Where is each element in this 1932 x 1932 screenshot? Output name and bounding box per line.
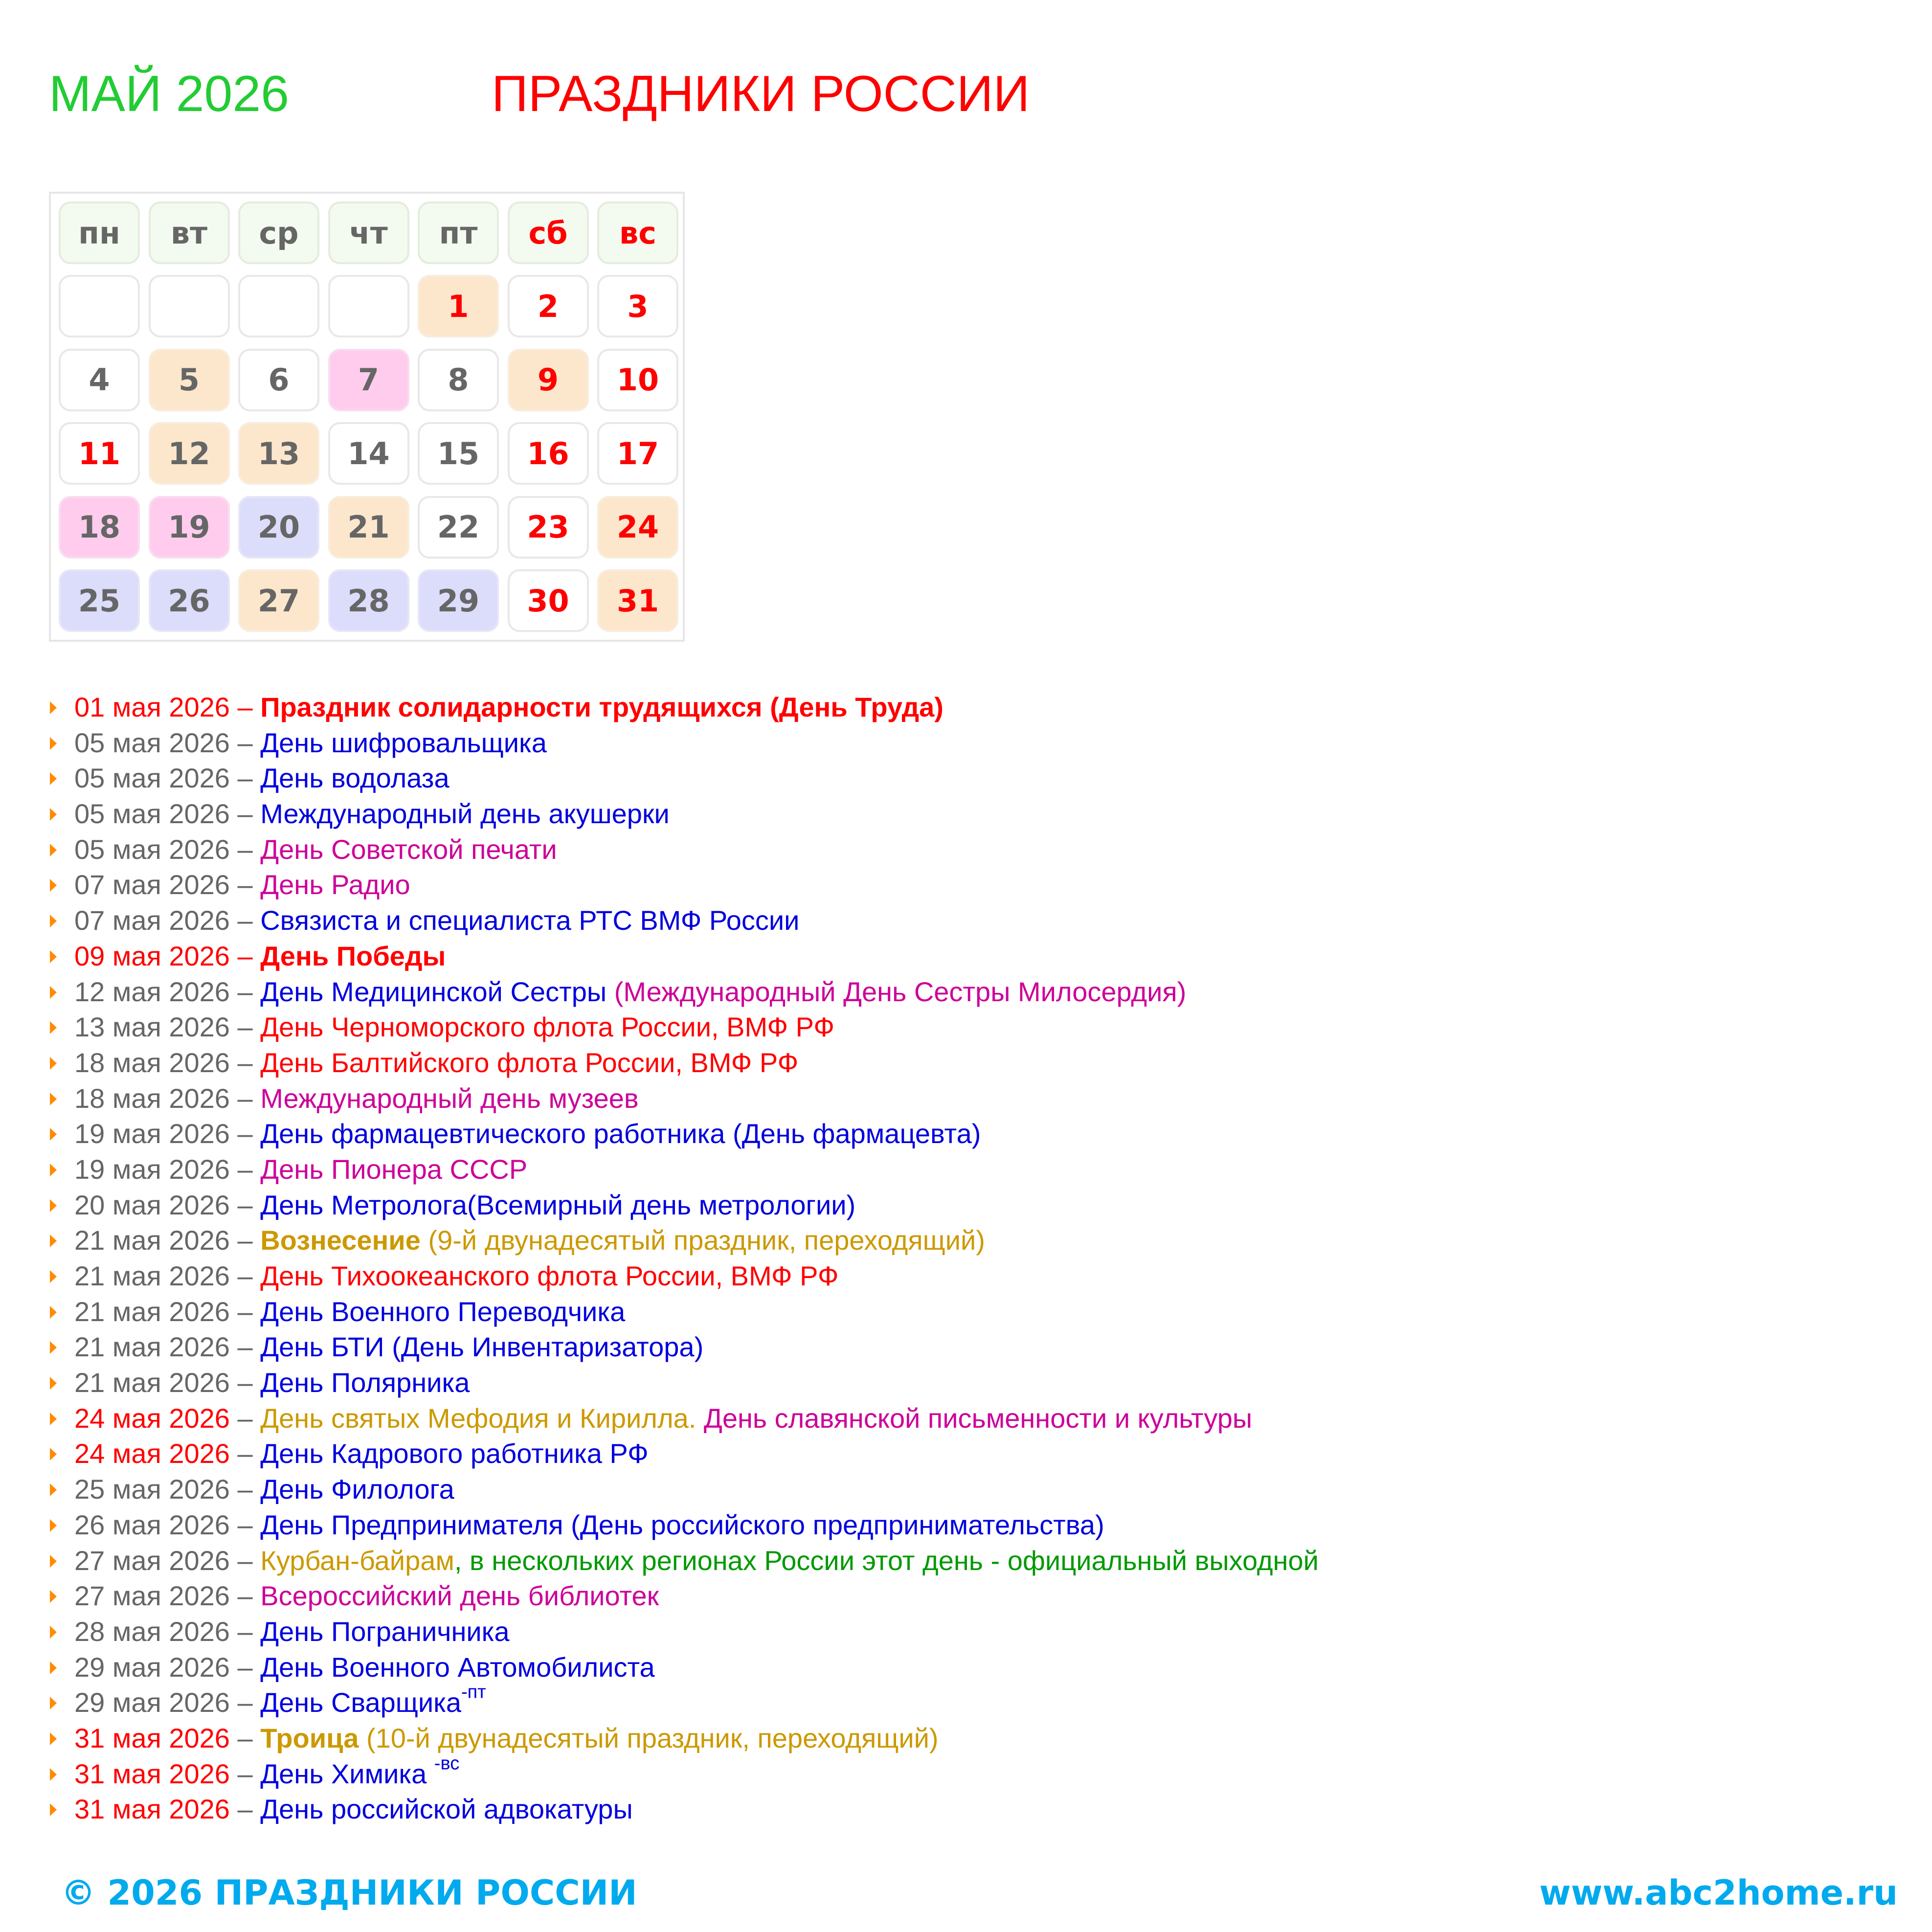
dash-separator: – xyxy=(229,1722,261,1753)
bullet-arrow-icon xyxy=(50,1128,57,1141)
holiday-date: 31 мая 2026 xyxy=(74,1794,230,1825)
holiday-date: 21 мая 2026 xyxy=(74,1331,230,1363)
holiday-name: День водолаза xyxy=(260,763,449,794)
weekday-header: вс xyxy=(597,202,678,264)
holiday-name: Курбан-байрам xyxy=(260,1545,454,1576)
list-item xyxy=(49,1081,1859,1117)
list-item xyxy=(49,690,1859,725)
list-item xyxy=(49,1152,1859,1188)
weekday-header: сб xyxy=(508,202,589,264)
weekday-header: пт xyxy=(418,202,499,264)
holiday-name: Всероссийский день библиотек xyxy=(260,1580,659,1612)
holiday-name: День Военного Переводчика xyxy=(260,1296,626,1327)
bullet-arrow-icon xyxy=(50,1093,57,1105)
dash-separator: – xyxy=(229,869,261,900)
holiday-date: 01 мая 2026 xyxy=(74,692,230,722)
calendar-empty-cell xyxy=(149,275,230,337)
bullet-arrow-icon xyxy=(50,1768,57,1781)
bullet-arrow-icon xyxy=(50,1341,57,1354)
bullet-arrow-icon xyxy=(50,1555,57,1568)
calendar-day-5: 5 xyxy=(149,349,230,411)
holiday-name: День российской адвокатуры xyxy=(260,1794,633,1825)
calendar-day-24: 24 xyxy=(597,496,678,559)
bullet-arrow-icon xyxy=(50,879,57,892)
bullet-arrow-icon xyxy=(50,1662,57,1674)
holiday-list xyxy=(49,690,1859,1827)
dash-separator: – xyxy=(229,1367,261,1398)
calendar-day-13: 13 xyxy=(238,422,319,485)
holiday-name: День Пионера СССР xyxy=(260,1153,528,1185)
bullet-arrow-icon xyxy=(50,986,57,999)
calendar-day-11: 11 xyxy=(59,422,140,485)
bullet-arrow-icon xyxy=(50,1270,57,1283)
holiday-date: 31 мая 2026 xyxy=(74,1722,230,1753)
holiday-name: Праздник xyxy=(260,692,391,722)
dash-separator: – xyxy=(229,905,261,936)
list-item xyxy=(49,867,1859,903)
holiday-date: 07 мая 2026 xyxy=(74,869,230,900)
dash-separator: – xyxy=(229,1651,261,1683)
holiday-date: 09 мая 2026 xyxy=(74,940,230,971)
holiday-name: Троица xyxy=(260,1722,359,1753)
holiday-date: 21 мая 2026 xyxy=(74,1367,230,1398)
bullet-arrow-icon xyxy=(50,1626,57,1639)
holiday-date: 05 мая 2026 xyxy=(74,833,230,865)
holiday-date: 05 мая 2026 xyxy=(74,727,230,758)
footer-copyright: © 2026 ПРАЗДНИКИ РОССИИ xyxy=(61,1873,637,1913)
list-item xyxy=(49,1543,1859,1579)
calendar-day-12: 12 xyxy=(149,422,230,485)
calendar-day-28: 28 xyxy=(328,569,409,632)
calendar-day-4: 4 xyxy=(59,349,140,411)
holiday-date: 12 мая 2026 xyxy=(74,976,230,1007)
list-item xyxy=(49,761,1859,796)
list-item xyxy=(49,1188,1859,1223)
holiday-name: День Тихоокеанского флота России, ВМФ РФ xyxy=(260,1260,839,1291)
list-item xyxy=(49,1116,1859,1152)
holiday-name: Международный день акушерки xyxy=(260,798,670,830)
calendar-day-1: 1 xyxy=(418,275,499,337)
dash-separator: – xyxy=(229,763,261,794)
list-item xyxy=(49,1223,1859,1258)
bullet-arrow-icon xyxy=(50,1803,57,1816)
bullet-arrow-icon xyxy=(50,1413,57,1425)
dash-separator: – xyxy=(229,1225,261,1256)
holiday-name: День Химика xyxy=(260,1758,434,1789)
holiday-name: День Медицинской Сестры xyxy=(260,976,614,1007)
calendar-day-21: 21 xyxy=(328,496,409,559)
weekday-header: чт xyxy=(328,202,409,264)
page-title: ПРАЗДНИКИ РОССИИ xyxy=(492,66,1030,122)
dash-separator: – xyxy=(229,1153,261,1185)
calendar-day-2: 2 xyxy=(508,275,589,337)
calendar-day-27: 27 xyxy=(238,569,319,632)
bullet-arrow-icon xyxy=(50,1590,57,1603)
holiday-name: Связиста и специалиста РТС ВМФ России xyxy=(260,905,800,936)
holiday-name: (10-й двунадесятый праздник, переходящий) xyxy=(359,1722,939,1753)
holiday-name: День Балтийского флота России, ВМФ РФ xyxy=(260,1047,799,1078)
list-item xyxy=(49,1578,1859,1614)
list-item xyxy=(49,1045,1859,1081)
calendar-empty-cell xyxy=(328,275,409,337)
calendar-day-31: 31 xyxy=(597,569,678,632)
bullet-arrow-icon xyxy=(50,1306,57,1319)
list-item xyxy=(49,1436,1859,1472)
list-item xyxy=(49,1472,1859,1507)
list-item xyxy=(49,1721,1859,1756)
holiday-name: День Предпринимателя (День российского предпринимательства) xyxy=(260,1509,1104,1540)
holiday-date: 27 мая 2026 xyxy=(74,1580,230,1612)
holiday-date: 18 мая 2026 xyxy=(74,1082,230,1114)
calendar-empty-cell xyxy=(238,275,319,337)
list-item xyxy=(49,1507,1859,1543)
dash-separator: – xyxy=(229,727,261,758)
dash-separator: – xyxy=(229,1758,261,1789)
holiday-name: День Победы xyxy=(260,940,446,971)
list-item xyxy=(49,1401,1859,1437)
list-item xyxy=(49,974,1859,1010)
calendar-day-8: 8 xyxy=(418,349,499,411)
calendar-day-9: 9 xyxy=(508,349,589,411)
holiday-date: 21 мая 2026 xyxy=(74,1225,230,1256)
holiday-name: День Кадрового работника РФ xyxy=(260,1438,649,1469)
bullet-arrow-icon xyxy=(50,1021,57,1034)
dash-separator: – xyxy=(229,1402,261,1434)
holiday-name: День Военного Автомобилиста xyxy=(260,1651,655,1683)
holiday-name: День фармацевтического работника (День фармацевта) xyxy=(260,1118,981,1149)
holiday-name: День шифровальщика xyxy=(260,727,547,758)
bullet-arrow-icon xyxy=(50,1697,57,1709)
weekday-header: вт xyxy=(149,202,230,264)
list-item xyxy=(49,1365,1859,1401)
holiday-name: День Пограничника xyxy=(260,1616,510,1647)
bullet-arrow-icon xyxy=(50,1235,57,1247)
list-item xyxy=(49,796,1859,832)
weekday-note: -пт xyxy=(461,1682,486,1703)
list-item xyxy=(49,1792,1859,1827)
holiday-date: 29 мая 2026 xyxy=(74,1651,230,1683)
holiday-date: 13 мая 2026 xyxy=(74,1011,230,1043)
dash-separator: – xyxy=(229,1474,261,1505)
calendar-day-15: 15 xyxy=(418,422,499,485)
holiday-date: 07 мая 2026 xyxy=(74,905,230,936)
bullet-arrow-icon xyxy=(50,1519,57,1532)
dash-separator: – xyxy=(229,1011,261,1043)
bullet-arrow-icon xyxy=(50,915,57,927)
holiday-date: 19 мая 2026 xyxy=(74,1118,230,1149)
dash-separator: – xyxy=(229,1260,261,1291)
month-title: МАЙ 2026 xyxy=(49,66,290,122)
calendar-day-30: 30 xyxy=(508,569,589,632)
list-item xyxy=(49,1329,1859,1365)
calendar-empty-cell xyxy=(59,275,140,337)
bullet-arrow-icon xyxy=(50,844,57,856)
holiday-name: День Полярника xyxy=(260,1367,470,1398)
calendar-day-7: 7 xyxy=(328,349,409,411)
calendar-day-14: 14 xyxy=(328,422,409,485)
holiday-name: День БТИ (День Инвентаризатора) xyxy=(260,1331,704,1363)
month-calendar xyxy=(49,192,685,642)
holiday-name: (Международный День Сестры Милосердия) xyxy=(614,976,1187,1007)
dash-separator: – xyxy=(229,1082,261,1114)
list-item xyxy=(49,1010,1859,1045)
holiday-date: 21 мая 2026 xyxy=(74,1260,230,1291)
holiday-name: День Черноморского флота России, ВМФ РФ xyxy=(260,1011,834,1043)
holiday-name: День Филолога xyxy=(260,1474,454,1505)
dash-separator: – xyxy=(229,1509,261,1540)
holiday-name: День Радио xyxy=(260,869,410,900)
dash-separator: – xyxy=(229,1687,261,1718)
holiday-name: солидарности трудящихся (День Труда) xyxy=(390,692,944,722)
calendar-day-23: 23 xyxy=(508,496,589,559)
calendar-day-10: 10 xyxy=(597,349,678,411)
bullet-arrow-icon xyxy=(50,772,57,785)
calendar-day-29: 29 xyxy=(418,569,499,632)
dash-separator: – xyxy=(229,1047,261,1078)
dash-separator: – xyxy=(229,833,261,865)
bullet-arrow-icon xyxy=(50,1377,57,1390)
holiday-date: 31 мая 2026 xyxy=(74,1758,230,1789)
weekday-note: -вс xyxy=(434,1753,460,1774)
calendar-day-3: 3 xyxy=(597,275,678,337)
list-item xyxy=(49,1258,1859,1294)
dash-separator: – xyxy=(229,1331,261,1363)
holiday-date: 24 мая 2026 xyxy=(74,1438,230,1469)
bullet-arrow-icon xyxy=(50,1732,57,1745)
weekday-header: пн xyxy=(59,202,140,264)
holiday-name: Международный день музеев xyxy=(260,1082,639,1114)
bullet-arrow-icon xyxy=(50,1199,57,1212)
holiday-name: День Метролога(Всемирный день метрологии) xyxy=(260,1189,856,1220)
holiday-name: День Советской печати xyxy=(260,833,557,865)
calendar-day-18: 18 xyxy=(59,496,140,559)
bullet-arrow-icon xyxy=(50,701,57,714)
list-item xyxy=(49,1294,1859,1330)
dash-separator: – xyxy=(229,1616,261,1647)
holiday-date: 27 мая 2026 xyxy=(74,1545,230,1576)
dash-separator: – xyxy=(229,1189,261,1220)
bullet-arrow-icon xyxy=(50,1164,57,1176)
dash-separator: – xyxy=(229,1580,261,1612)
dash-separator: – xyxy=(229,798,261,830)
bullet-arrow-icon xyxy=(50,1448,57,1460)
calendar-day-19: 19 xyxy=(149,496,230,559)
holiday-date: 18 мая 2026 xyxy=(74,1047,230,1078)
dash-separator: – xyxy=(229,1794,261,1825)
bullet-arrow-icon xyxy=(50,1483,57,1496)
holiday-date: 26 мая 2026 xyxy=(74,1509,230,1540)
bullet-arrow-icon xyxy=(50,808,57,821)
holiday-date: 05 мая 2026 xyxy=(74,798,230,830)
list-item xyxy=(49,832,1859,868)
dash-separator: – xyxy=(229,1438,261,1469)
list-item xyxy=(49,1682,1859,1721)
dash-separator: – xyxy=(229,692,261,722)
holiday-name: День славянской письменности и культуры xyxy=(703,1402,1253,1434)
calendar-day-20: 20 xyxy=(238,496,319,559)
holiday-date: 24 мая 2026 xyxy=(74,1402,230,1434)
holiday-date: 21 мая 2026 xyxy=(74,1296,230,1327)
holiday-date: 05 мая 2026 xyxy=(74,763,230,794)
dash-separator: – xyxy=(229,940,261,971)
dash-separator: – xyxy=(229,1296,261,1327)
list-item xyxy=(49,1614,1859,1650)
calendar-day-17: 17 xyxy=(597,422,678,485)
holiday-name: , в нескольких регионах России этот день - официальный выходной xyxy=(454,1545,1319,1576)
dash-separator: – xyxy=(229,976,261,1007)
calendar-day-25: 25 xyxy=(59,569,140,632)
weekday-header: ср xyxy=(238,202,319,264)
holiday-name: День Сварщика xyxy=(260,1687,462,1718)
holiday-date: 25 мая 2026 xyxy=(74,1474,230,1505)
calendar-day-26: 26 xyxy=(149,569,230,632)
calendar-day-6: 6 xyxy=(238,349,319,411)
dash-separator: – xyxy=(229,1118,261,1149)
list-item xyxy=(49,939,1859,974)
holiday-name: (9-й двунадесятый праздник, переходящий) xyxy=(420,1225,985,1256)
holiday-name: Вознесение xyxy=(260,1225,421,1256)
holiday-date: 29 мая 2026 xyxy=(74,1687,230,1718)
list-item xyxy=(49,1650,1859,1685)
holiday-date: 20 мая 2026 xyxy=(74,1189,230,1220)
list-item xyxy=(49,725,1859,761)
calendar-day-16: 16 xyxy=(508,422,589,485)
holiday-date: 28 мая 2026 xyxy=(74,1616,230,1647)
calendar-day-22: 22 xyxy=(418,496,499,559)
bullet-arrow-icon xyxy=(50,737,57,750)
list-item xyxy=(49,1753,1859,1792)
holiday-date: 19 мая 2026 xyxy=(74,1153,230,1185)
list-item xyxy=(49,903,1859,939)
bullet-arrow-icon xyxy=(50,1057,57,1070)
bullet-arrow-icon xyxy=(50,950,57,963)
footer-site-link[interactable]: www.abc2home.ru xyxy=(1539,1873,1898,1913)
holiday-name: День святых Мефодия и Кирилла. xyxy=(260,1402,704,1434)
dash-separator: – xyxy=(229,1545,261,1576)
